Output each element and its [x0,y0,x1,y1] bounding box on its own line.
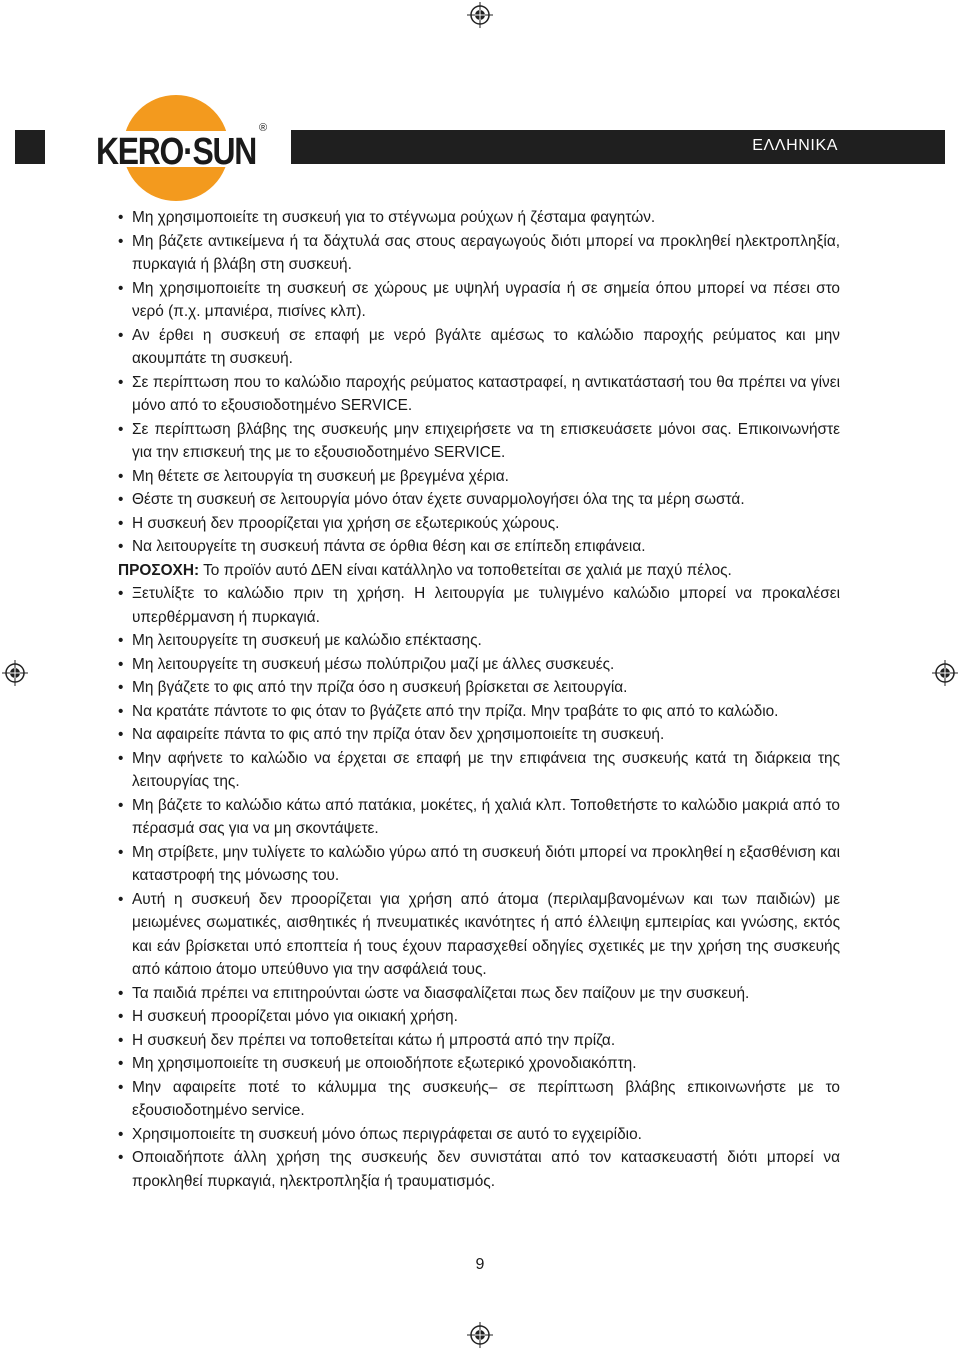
list-item: • Μη λειτουργείτε τη συσκευή με καλώδιο επέκτασης. [118,629,840,653]
registration-mark-icon [467,2,493,28]
caution-text: Το προϊόν αυτό ΔΕΝ είναι κατάλληλο να τοποθετείται σε χαλιά με παχύ πέλος. [199,561,732,579]
list-item: • Θέστε τη συσκευή σε λειτουργία μόνο όταν έχετε συναρμολογήσει όλα της τα μέρη σωστά. [118,488,840,512]
list-item: • Αν έρθει η συσκευή σε επαφή με νερό βγάλτε αμέσως το καλώδιο παροχής ρεύματος και μην ακουμπάτε τη συσκευή. [118,324,840,371]
bullet: • [118,749,124,767]
caution-label: ΠΡΟΣΟΧΗ: [118,561,200,579]
svg-text:®: ® [259,122,268,134]
registration-mark-icon [2,660,28,686]
bullet: • [118,420,124,438]
bullet: • [118,1149,124,1166]
list-item: • Μη χρησιμοποιείτε τη συσκευή σε χώρους με υψηλή υγρασία ή σε σημεία όπου μπορεί να πέσει στο νερό (π.χ. μπανιέρα, πισίνες κλπ). [118,277,840,324]
bullet: • [118,984,124,1002]
list-item: • Αυτή η συσκευή δεν προορίζεται για χρήση από άτομα (περιλαμβανομένων και των παιδιών) με μειωμένες σωματικές, αισθητικές ή πνευματικές ικανότητες ή από έλλειψη εμπειρίας και γνώσης, εκτός και εάν βρίσκεται υπό εποπτεία ή τους έχουν παρασχεθεί οδηγίες σχετικές με την χρήση της συσκευής από κάποιο άτομο υπεύθυνο για την ασφάλειά τους. [118,888,840,982]
list-item: • Μην αφήνετε το καλώδιο να έρχεται σε επαφή με την επιφάνεια της συσκευής κατά τη διάρκεια της λειτουργίας της. [118,747,840,794]
svg-text:KERO·SUN: KERO·SUN [96,131,256,173]
bullet: • [118,467,124,485]
list-item: • Η συσκευή δεν προορίζεται για χρήση σε εξωτερικούς χώρους. [118,512,840,536]
registration-mark-icon [932,660,958,686]
bullet: • [118,1125,124,1143]
page-number: 9 [475,1256,485,1273]
bullet: • [118,679,124,696]
list-item: • Μη χρησιμοποιείτε τη συσκευή με οποιοδήποτε εξωτερικό χρονοδιακόπτη. [118,1052,840,1076]
bullet: • [118,279,124,297]
list-item: • Τα παιδιά πρέπει να επιτηρούνται ώστε να διασφαλίζεται πως δεν παίζουν με την συσκευή. [118,982,840,1006]
list-item: • Μη βάζετε το καλώδιο κάτω από πατάκια, μοκέτες, ή χαλιά κλπ. Τοποθετήστε το καλώδιο μακριά από το πέρασμά σας για να μη σκοντάψετε. [118,794,840,841]
bullet: • [118,702,124,720]
list-item: • Μη βγάζετε το φις από την πρίζα όσο η συσκευή βρίσκεται σε λειτουργία. [118,676,840,700]
bullet: • [118,326,124,344]
bullet: • [118,726,124,743]
safety-instructions [118,206,840,1193]
bullet: • [118,1031,124,1049]
registration-mark-icon [467,1322,493,1348]
list-item: • Να κρατάτε πάντοτε το φις όταν το βγάζετε από την πρίζα. Μην τραβάτε το φις από το καλώδιο. [118,700,840,724]
list-item: • Μη στρίβετε, μην τυλίγετε το καλώδιο γύρω από τη συσκευή διότι μπορεί να προκληθεί η εξασθένιση και καταστροφή της μόνωσης του. [118,841,840,888]
list-item: • Να λειτουργείτε τη συσκευή πάντα σε όρθια θέση και σε επίπεδη επιφάνεια. [118,535,840,559]
bullet: • [118,843,124,861]
bullet: • [118,373,124,391]
bullet: • [118,1055,124,1072]
bullet: • [118,1008,124,1025]
list-item: • Ξετυλίξτε το καλώδιο πριν τη χρήση. Η λειτουργία με τυλιγμένο καλώδιο μπορεί να προκαλέσει υπερθέρμανση ή πυρκαγιά. [118,582,840,629]
list-item: • Σε περίπτωση που το καλώδιο παροχής ρεύματος καταστραφεί, η αντικατάστασή του θα πρέπει να γίνει μόνο από το εξουσιοδοτημένο SERVICE. [118,371,840,418]
list-item: • Σε περίπτωση βλάβης της συσκευής μην επιχειρήσετε να τη επισκευάσετε μόνοι σας. Επικοινωνήστε για την επισκευή της με το εξουσιοδοτημένο SERVICE. [118,418,840,465]
language-header-bar [291,130,945,164]
side-tab-block [15,130,45,164]
bullet: • [118,232,124,250]
list-item: • Μη λειτουργείτε τη συσκευή μέσω πολύπριζου μαζί με άλλες συσκευές. [118,653,840,677]
bullet: • [118,655,124,673]
caution-note [118,559,840,583]
bullet: • [118,632,124,649]
bullet: • [118,796,124,814]
bullet: • [118,514,124,532]
list-item: • Μη θέτετε σε λειτουργία τη συσκευή με βρεγμένα χέρια. [118,465,840,489]
bullet: • [118,585,124,602]
bullet: • [118,890,124,908]
bullet: • [118,538,124,555]
list-item: • Οποιαδήποτε άλλη χρήση της συσκευής δεν συνιστάται από τον κατασκευαστή διότι μπορεί να προκληθεί πυρκαγιά, ηλεκτροπληξία ή τραυματισμός. [118,1146,840,1193]
list-item: • Η συσκευή προορίζεται μόνο για οικιακή χρήση. [118,1005,840,1029]
list-item: • Μην αφαιρείτε ποτέ το κάλυμμα της συσκευής– σε περίπτωση βλάβης επικοινωνήστε με το εξουσιοδοτημένο service. [118,1076,840,1123]
list-item: • Μη χρησιμοποιείτε τη συσκευή για το στέγνωμα ρούχων ή ζέσταμα φαγητών. [118,206,840,230]
bullet: • [118,1078,124,1096]
list-item: • Χρησιμοποιείτε τη συσκευή μόνο όπως περιγράφεται σε αυτό το εγχειρίδιο. [118,1123,840,1147]
language-label: ΕΛΛΗΝΙΚΑ [752,137,838,154]
list-item: • Η συσκευή δεν πρέπει να τοποθετείται κάτω ή μπροστά από την πρίζα. [118,1029,840,1053]
bullet: • [118,209,124,226]
kerosun-logo [93,93,273,203]
list-item: • Να αφαιρείτε πάντα το φις από την πρίζα όταν δεν χρησιμοποιείτε τη συσκευή. [118,723,840,747]
bullet: • [118,491,124,508]
list-item: • Μη βάζετε αντικείμενα ή τα δάχτυλά σας στους αεραγωγούς διότι μπορεί να προκληθεί ηλεκτροπληξία, πυρκαγιά ή βλάβη στη συσκευή. [118,230,840,277]
